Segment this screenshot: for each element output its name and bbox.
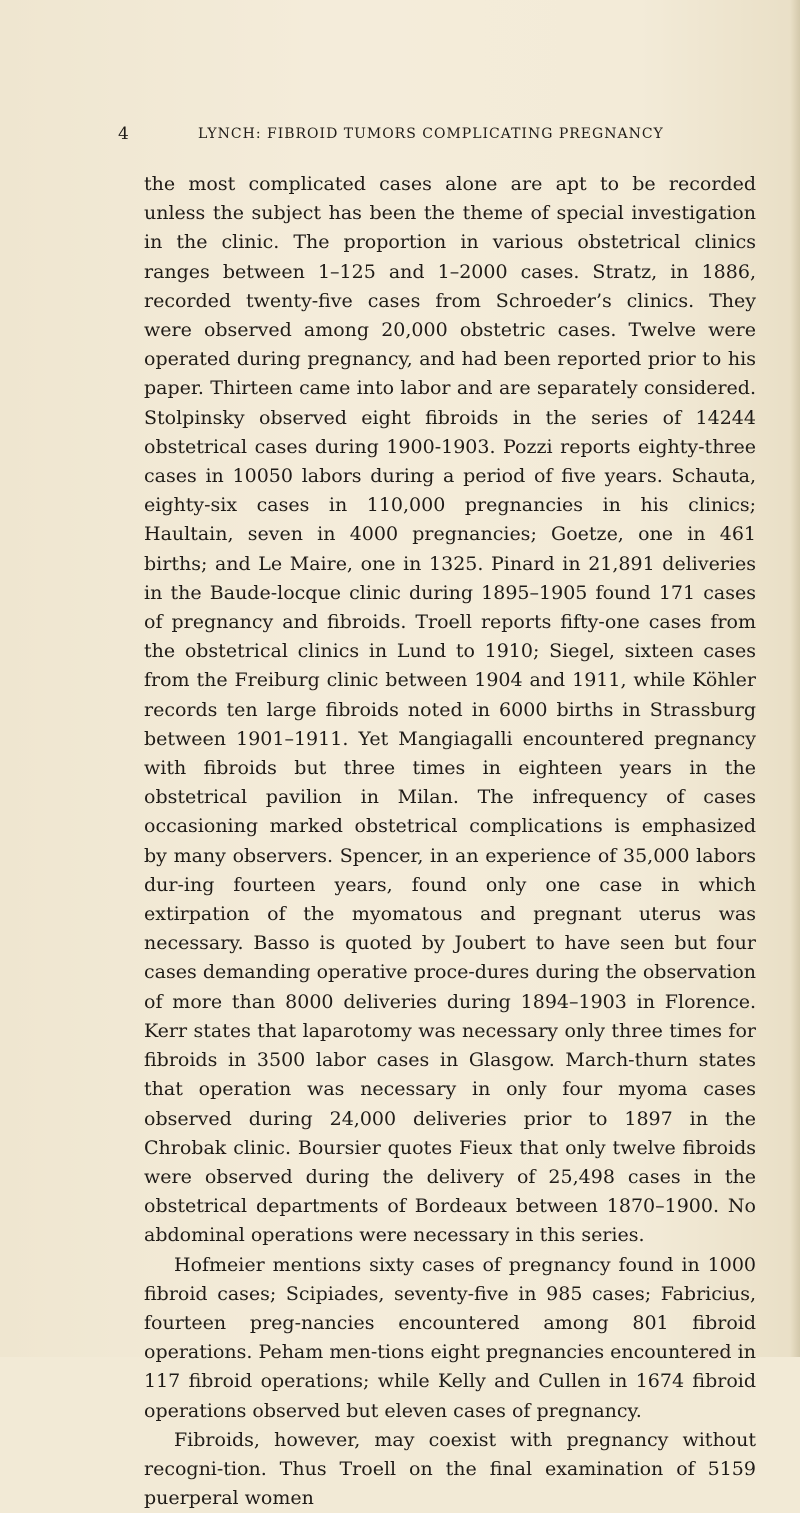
page-header bbox=[118, 122, 718, 146]
paragraph-1: the most complicated cases alone are apt to be recorded unless the subject has been the theme of special investigation in the clinic. The proportion in various obstetrical clinics ranges between 1–125 and 1–2000 cases. Stratz, in 1886, recorded twenty-five cases from Schroeder’s clinics. They were observed among 20,000 obstetric cases. Twelve were operated during pregnancy, and had been reported prior to his paper. Thirteen came into labor and are separately considered. Stolpinsky observed eight fibroids in the series of 14244 obstetrical cases during 1900-1903. Pozzi reports eighty-three cases in 10050 labors during a period of five years. Schauta, eighty-six cases in 110,000 pregnancies in his clinics; Haultain, seven in 4000 pregnancies; Goetze, one in 461 births; and Le Maire, one in 1325. Pinard in 21,891 deliveries in the Baude-locque clinic during 1895–1905 found 171 cases of pregnancy and fibroids. Troell reports fifty-one cases from the obstetrical clinics in Lund to 1910; Siegel, sixteen cases from the Freiburg clinic between 1904 and 1911, while Köhler records ten large fibroids noted in 6000 births in Strassburg between 1901–1911. Yet Mangiagalli encountered pregnancy with fibroids but three times in eighteen years in the obstetrical pavilion in Milan. The infrequency of cases occasioning marked obstetrical complications is emphasized by many observers. Spencer, in an experience of 35,000 labors dur-ing fourteen years, found only one case in which extirpation of the myomatous and pregnant uterus was necessary. Basso is quoted by Joubert to have seen but four cases demanding operative proce-dures during the observation of more than 8000 deliveries during 1894–1903 in Florence. Kerr states that laparotomy was necessary only three times for fibroids in 3500 labor cases in Glasgow. March-thurn states that operation was necessary in only four myoma cases observed during 24,000 deliveries prior to 1897 in the Chrobak clinic. Boursier quotes Fieux that only twelve fibroids were observed during the delivery of 25,498 cases in the obstetrical departments of Bordeaux between 1870–1900. No abdominal operations were necessary in this series. bbox=[144, 173, 756, 1247]
page-edge-shadow bbox=[790, 0, 800, 1357]
running-title: LYNCH: FIBROID TUMORS COMPLICATING PREGNANCY bbox=[198, 126, 664, 142]
body-text bbox=[144, 170, 756, 1513]
paragraph-2: Hofmeier mentions sixty cases of pregnancy found in 1000 fibroid cases; Scipiades, seventy-five in 985 cases; Fabricius, fourteen preg-nancies encountered among 801 fibroid operations. Peham men-tions eight pregnancies encountered in 117 fibroid operations; while Kelly and Cullen in 1674 fibroid operations observed but eleven cases of pregnancy. bbox=[144, 1253, 756, 1422]
page-number: 4 bbox=[118, 124, 129, 144]
paragraph-3: Fibroids, however, may coexist with pregnancy without recogni-tion. Thus Troell on the final examination of 5159 puerperal women bbox=[144, 1428, 756, 1510]
